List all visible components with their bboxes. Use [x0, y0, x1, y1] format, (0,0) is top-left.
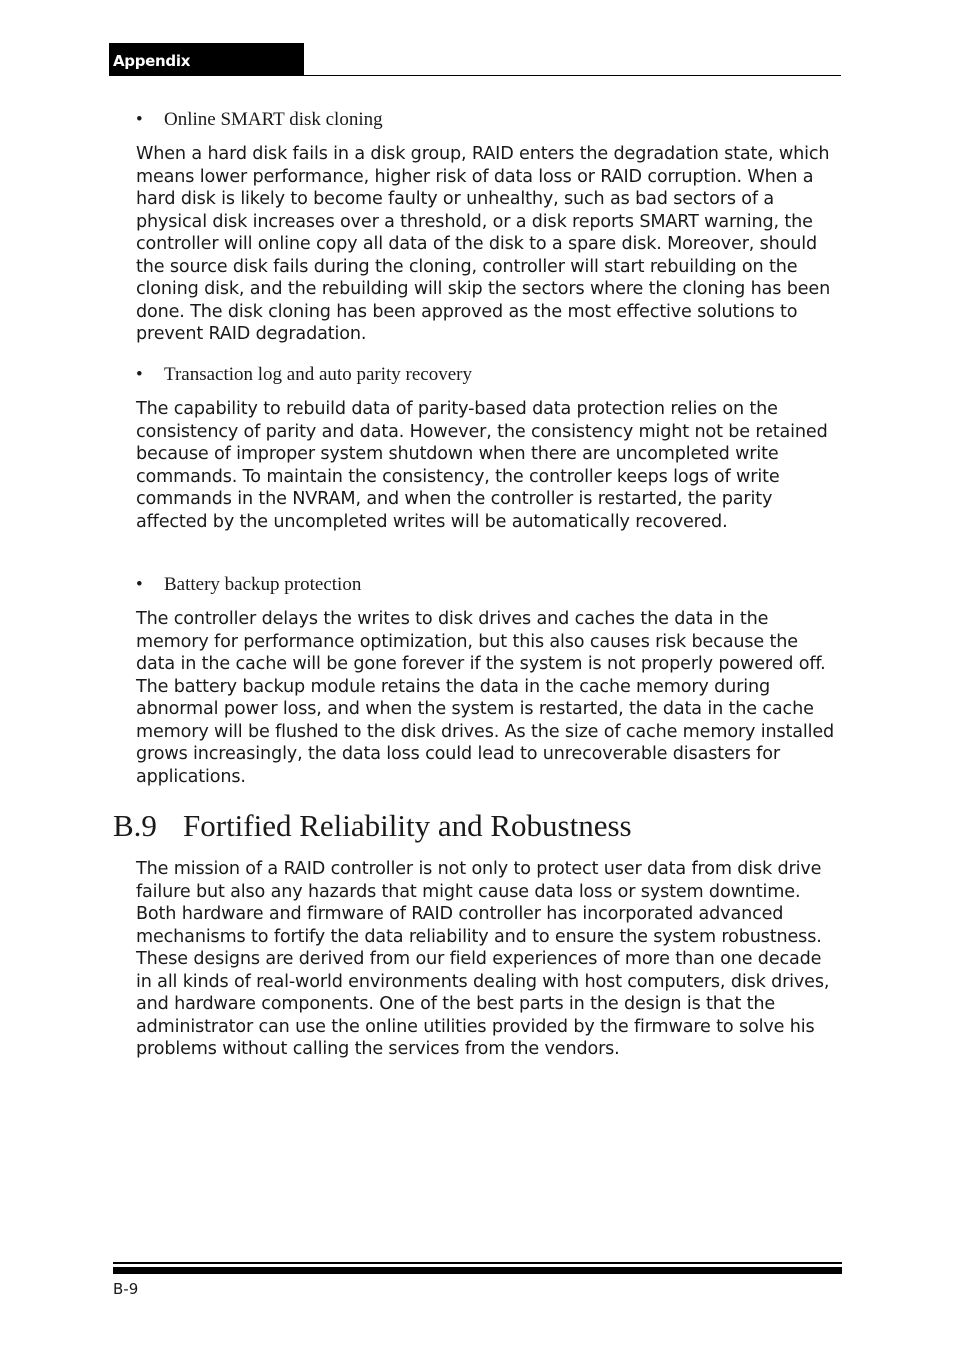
- header-section-tab: [109, 43, 304, 76]
- bullet-heading-smart-cloning: [136, 109, 383, 131]
- paragraph-battery-backup: The controller delays the writes to disk drives and caches the data in the memory for performance optimization, but this also causes risk because the data in the cache will be gone forever if the system is not properly powered off. The battery backup module retains the data in the cache memory during abnormal power loss, and when the system is restarted, the data in the cache memory will be flushed to the disk drives. As the size of cache memory installed grows increasingly, the data loss could lead to unrecoverable disasters for applications.: [136, 609, 835, 787]
- paragraph-transaction-log: The capability to rebuild data of parity-based data protection relies on the consistency of parity and data. However, the consistency might not be retained because of improper system shutdown when there are uncompleted write commands. To maintain the consistency, the controller keeps logs of write commands in the NVRAM, and when the controller is restarted, the parity affected by the uncompleted writes will be automatically recovered.: [136, 399, 828, 532]
- bullet-title: Online SMART disk cloning: [164, 109, 383, 130]
- section-number: B.9: [113, 808, 157, 843]
- footer-rule-thick: [113, 1267, 842, 1274]
- paragraph-section-body: The mission of a RAID controller is not only to protect user data from disk drive failure but also any hazards that might cause data loss or system downtime. Both hardware and firmware of RAID controller has incorporated advanced mechanisms to fortify the data reliability and to ensure the system robustness. These designs are derived from our field experiences of more than one decade in all kinds of real-world environments dealing with host computers, disk drives, and hardware components. One of the best parts in the design is that the administrator can use the online utilities provided by the firmware to solve his problems without calling the services from the vendors.: [136, 859, 830, 1059]
- paragraph-smart-cloning: When a hard disk fails in a disk group, RAID enters the degradation state, which means lower performance, higher risk of data loss or RAID corruption. When a hard disk is likely to become faulty or unhealthy, such as bad sectors of a physical disk increases over a threshold, or a disk reports SMART warning, the controller will online copy all data of the disk to a spare disk. Moreover, should the source disk fails during the cloning, controller will start rebuilding on the cloning disk, and the rebuilding will skip the sectors where the cloning has been done. The disk cloning has been approved as the most effective solutions to prevent RAID degradation.: [136, 144, 831, 344]
- section-title: Fortified Reliability and Robustness: [183, 808, 632, 843]
- bullet-marker: •: [136, 364, 143, 385]
- page-number: B-9: [113, 1280, 139, 1298]
- bullet-marker: •: [136, 109, 143, 130]
- bullet-title: Transaction log and auto parity recovery: [164, 364, 472, 385]
- bullet-title: Battery backup protection: [164, 574, 362, 595]
- header-section-label: Appendix: [113, 52, 191, 70]
- bullet-marker: •: [136, 574, 143, 595]
- bullet-heading-battery-backup: [136, 574, 361, 596]
- footer-rule-thin: [113, 1262, 842, 1264]
- header-rule: [109, 75, 841, 76]
- section-heading: [113, 806, 632, 846]
- bullet-heading-transaction-log: [136, 364, 472, 386]
